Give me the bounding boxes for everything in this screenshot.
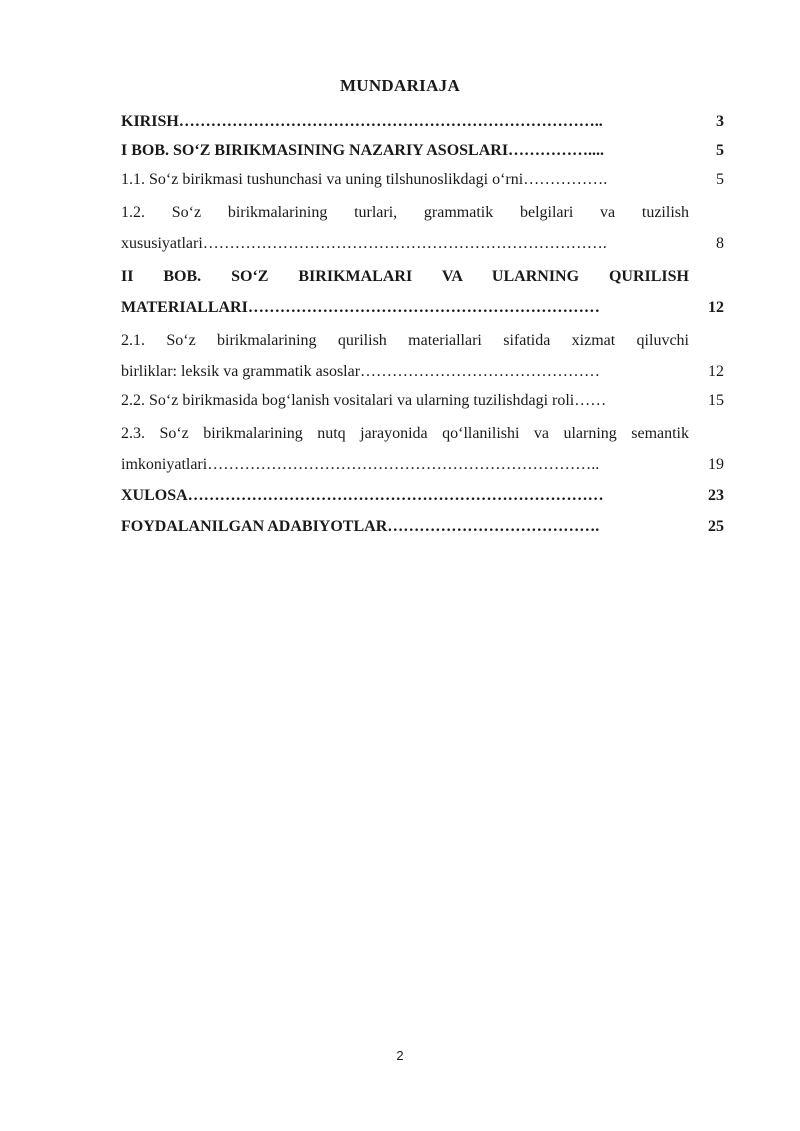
toc-entry-page: 12 <box>708 299 724 316</box>
toc-entry-page: 5 <box>716 171 724 188</box>
toc-entry-xulosa <box>121 481 724 510</box>
toc-entry-text: I BOB. SO‘Z BIRIKMASINING NAZARIY ASOSLARI…………….... <box>121 142 605 159</box>
toc-entry-chapter-2-line-1 <box>121 262 724 291</box>
toc-entry-section-1-2-line-1 <box>121 198 724 227</box>
toc-entry-text: 1.2. So‘z birikmalarining turlari, grammatik belgilari va tuzilish <box>121 204 689 221</box>
toc-entry-adabiyotlar <box>121 512 724 541</box>
table-of-contents <box>121 107 724 541</box>
page-number: 2 <box>396 1048 404 1063</box>
toc-entry-page: 12 <box>708 363 724 380</box>
toc-entry-text: imkoniyatlari……………………………………………………………….. <box>121 456 600 473</box>
toc-entry-page: 15 <box>708 392 724 409</box>
toc-entry-text: FOYDALANILGAN ADABIYOTLAR…………………………………. <box>121 518 600 535</box>
toc-entry-text: 1.1. So‘z birikmasi tushunchasi va uning tilshunoslikdagi o‘rni……………. <box>121 171 608 188</box>
toc-entry-text: II BOB. SO‘Z BIRIKMALARI VA ULARNING QURILISH <box>121 268 689 285</box>
toc-title: MUNDARIAJA <box>339 76 461 95</box>
toc-entry-section-1-2-line-2 <box>121 229 724 258</box>
toc-entry-section-2-3-line-2 <box>121 450 724 479</box>
toc-entry-page: 19 <box>708 456 724 473</box>
toc-entry-section-2-1-line-1 <box>121 326 724 355</box>
toc-entry-page: 23 <box>708 487 724 504</box>
toc-entry-section-2-2 <box>121 386 724 415</box>
toc-entry-section-1-1 <box>121 165 724 194</box>
toc-entry-text: MATERIALLARI………………………………………………………… <box>121 299 600 316</box>
toc-entry-text: xususiyatlari…………………………………………………………………. <box>121 235 607 252</box>
toc-entry-page: 25 <box>708 518 724 535</box>
toc-entry-text: XULOSA…………………………………………………………………… <box>121 487 604 504</box>
toc-entry-page: 3 <box>716 113 724 130</box>
toc-entry-text: 2.2. So‘z birikmasida bog‘lanish vositalari va ularning tuzilishdagi roli…… <box>121 392 607 409</box>
toc-entry-text: 2.1. So‘z birikmalarining qurilish materiallari sifatida xizmat qiluvchi <box>121 332 689 349</box>
toc-entry-section-2-1-line-2 <box>121 357 724 386</box>
toc-entry-chapter-1 <box>121 136 724 165</box>
toc-entry-section-2-3-line-1 <box>121 419 724 448</box>
toc-entry-text: 2.3. So‘z birikmalarining nutq jarayonida qo‘llanilishi va ularning semantik <box>121 425 689 442</box>
toc-entry-text: birliklar: leksik va grammatik asoslar……………………………………… <box>121 363 601 380</box>
toc-entry-text: KIRISH…………………………………………………………………….. <box>121 113 603 130</box>
toc-entry-page: 8 <box>716 235 724 252</box>
toc-entry-page: 5 <box>716 142 724 159</box>
toc-entry-chapter-2-line-2 <box>121 293 724 322</box>
toc-entry-kirish <box>121 107 724 136</box>
